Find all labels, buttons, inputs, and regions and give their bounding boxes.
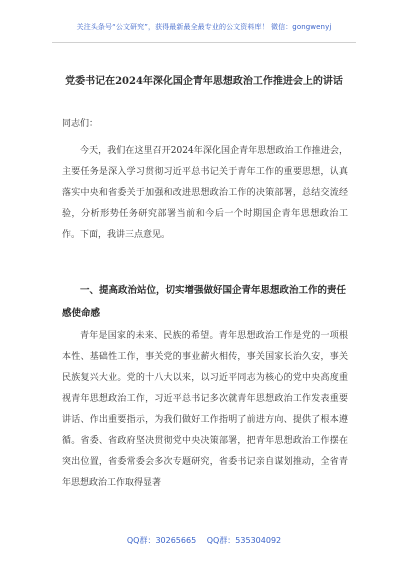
intro-paragraph: 今天，我们在这里召开2024年深化国企青年思想政治工作推进会，主要任务是深入学习贯彻习近平总书记关于青年工作的重要思想，认真落实中央和省委关于加强和改进思想政治工作的决策部署，总结交流经验，分析形势任务研究部署当前和今后一个时期国企青年思想政治工作。下面，我讲三点意见。 [62,146,348,240]
section-heading: 一、提高政治站位，切实增强做好国企青年思想政治工作的责任感使命感 [62,285,347,319]
header-divider [52,42,356,43]
footer [0,535,408,546]
header-banner: 关注头条号“公文研究”，获得最新最全最专业的公文资料库！ 微信：gongwenyj [76,23,332,31]
section-paragraph: 青年是国家的未来、民族的希望。青年思想政治工作是党的一项根本性、基础性工作，事关党的事业薪火相传，事关国家长治久安，事关民族复兴大业。党的十八大以来，以习近平同志为核心的党中央高度重视青年思想政治工作，习近平总书记多次就青年思想政治工作发表重要讲话、作出重要指示，为我们做好工作指明了前进方向、提供了根本遵循。省委、省政府坚决贯彻党中央决策部署，把青年思想政治工作摆在突出位置，省委常委会多次专题研究，省委书记亲自谋划推动，全省青年思想政治工作取得显著 [62,331,348,488]
footer-qq-group-1: QQ群：30265665 [126,536,197,545]
footer-qq-group-2: QQ群：535304092 [206,536,282,545]
salutation: 同志们： [62,119,99,129]
document-title: 党委书记在2024年深化国企青年思想政治工作推进会上的讲话 [65,76,343,87]
